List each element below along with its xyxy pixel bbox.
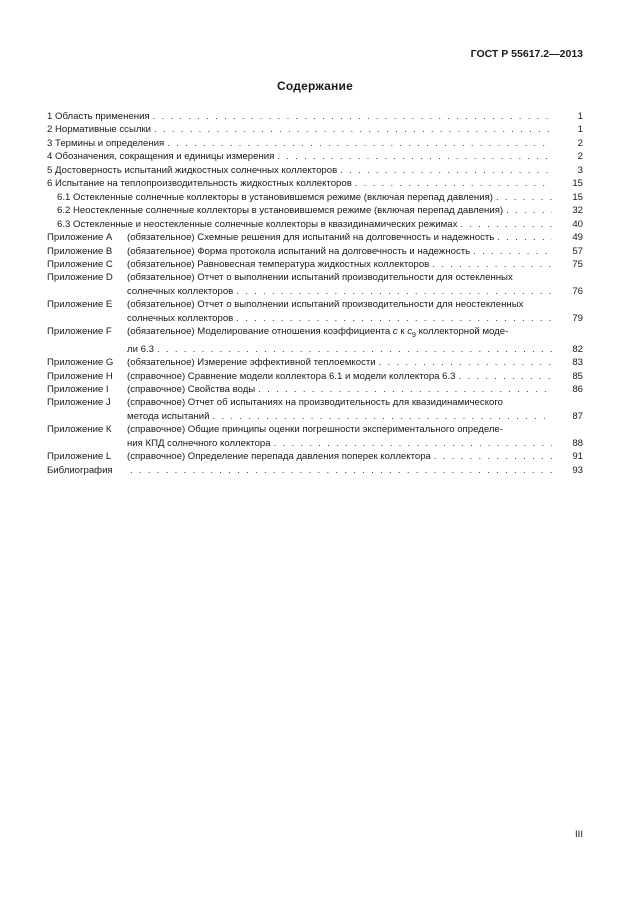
- appendix-title-cont: солнечных коллекторов: [127, 312, 234, 324]
- appendix-title: (справочное) Свойства воды: [127, 383, 256, 395]
- toc-entry-text: 6 Испытание на теплопроизводительность жидкостных коллекторов: [47, 178, 352, 190]
- toc-appendix-e[interactable]: [47, 298, 583, 325]
- toc-page-number: 1: [577, 124, 583, 136]
- toc-appendix-d[interactable]: [47, 271, 583, 298]
- toc-entry[interactable]: [47, 177, 583, 190]
- appendix-label: Приложение I: [47, 383, 109, 395]
- toc-page-number: 82: [572, 343, 583, 355]
- dot-leader: [497, 231, 552, 244]
- dot-leader: [434, 450, 552, 463]
- toc-entry[interactable]: [47, 123, 583, 136]
- dot-leader: [213, 410, 552, 423]
- appendix-title: (обязательное) Отчет о выполнении испытаний производительности для неостекленных: [127, 299, 524, 311]
- toc-appendix-f[interactable]: [47, 325, 583, 356]
- toc-entry-text: 3 Термины и определения: [47, 137, 165, 149]
- toc-page-number: 79: [572, 312, 583, 324]
- toc-appendix-i[interactable]: [47, 383, 583, 396]
- table-of-contents: [47, 110, 583, 477]
- toc-page-number: 57: [572, 245, 583, 257]
- appendix-title: (справочное) Общие принципы оценки погрешности экспериментального определе-: [127, 424, 503, 436]
- document-id: ГОСТ Р 55617.2—2013: [470, 48, 583, 60]
- toc-page-number: 3: [577, 164, 583, 176]
- dot-leader: [236, 312, 552, 325]
- toc-entry[interactable]: [47, 150, 583, 163]
- toc-page-number: 75: [572, 258, 583, 270]
- dot-leader: [432, 258, 552, 271]
- appendix-label: Приложение J: [47, 397, 111, 409]
- toc-entry-text: 2 Нормативные ссылки: [47, 124, 152, 136]
- toc-appendix-a[interactable]: [47, 231, 583, 244]
- toc-entry[interactable]: [47, 137, 583, 150]
- toc-appendix-j[interactable]: [47, 396, 583, 423]
- toc-entry[interactable]: [47, 110, 583, 123]
- toc-appendix-l[interactable]: [47, 450, 583, 463]
- dot-leader: [274, 437, 552, 450]
- toc-appendix-k[interactable]: [47, 423, 583, 450]
- toc-page-number: 40: [572, 218, 583, 230]
- page-number: III: [575, 829, 583, 840]
- toc-entry-text: 1 Область применения: [47, 111, 150, 122]
- appendix-label: Приложение С: [47, 258, 113, 270]
- toc-subentry[interactable]: [47, 191, 583, 204]
- toc-page-number: 83: [572, 357, 583, 369]
- appendix-title-cont: ния КПД солнечного коллектора: [127, 437, 271, 449]
- toc-page-number: 88: [572, 437, 583, 449]
- toc-page-number: 1: [577, 111, 583, 122]
- page-title: Содержание: [277, 79, 353, 93]
- dot-leader: [496, 191, 552, 204]
- appendix-label: Приложение D: [47, 272, 113, 284]
- appendix-title: (обязательное) Измерение эффективной теплоемкости: [127, 357, 376, 369]
- appendix-title: (обязательное) Форма протокола испытаний на долговечность и надежность: [127, 245, 471, 257]
- appendix-label: Приложение L: [47, 451, 112, 463]
- toc-entry-text: 6.2 Неостекленные солнечные коллекторы в установившемся режиме (включая перепад давления): [57, 205, 504, 217]
- appendix-title: (обязательное) Схемные решения для испытаний на долговечность и надежность: [127, 232, 495, 244]
- toc-subentry[interactable]: [47, 204, 583, 217]
- toc-appendix-g[interactable]: [47, 356, 583, 369]
- toc-entry-text: 6.3 Остекленные и неостекленные солнечные коллекторы в квазидинамических режимах: [57, 218, 458, 230]
- appendix-label: Приложение Н: [47, 370, 113, 382]
- appendix-title: (обязательное) Отчет о выполнении испытаний производительности для остекленных: [127, 272, 513, 284]
- toc-appendix-c[interactable]: [47, 258, 583, 271]
- appendix-label: Приложение В: [47, 245, 113, 257]
- toc-page-number: 87: [572, 410, 583, 422]
- dot-leader: [154, 123, 552, 136]
- toc-page-number: 93: [572, 464, 583, 476]
- appendix-label: Приложение Е: [47, 299, 113, 311]
- toc-page-number: 15: [572, 178, 583, 190]
- toc-entry[interactable]: [47, 164, 583, 177]
- dot-leader: [258, 383, 552, 396]
- appendix-title: (обязательное) Моделирование отношения коэффициента с к $с_9$ коллекторной моде-: [127, 326, 509, 340]
- dot-leader: [355, 177, 552, 190]
- dot-leader: [473, 245, 552, 258]
- toc-page-number: 2: [577, 151, 583, 163]
- toc-entry-text: 5 Достоверность испытаний жидкостных солнечных коллекторов: [47, 164, 338, 176]
- toc-page-number: 49: [572, 232, 583, 244]
- appendix-title: (справочное) Определение перепада давления поперек коллектора: [127, 451, 431, 463]
- dot-leader: [379, 356, 552, 369]
- dot-leader: [153, 110, 552, 123]
- dot-leader: [460, 218, 552, 231]
- toc-entry-text: 6.1 Остекленные солнечные коллекторы в установившемся режиме (включая перепад давления): [57, 191, 493, 203]
- toc-appendix-b[interactable]: [47, 245, 583, 258]
- dot-leader: [277, 150, 552, 163]
- toc-page-number: 76: [572, 285, 583, 297]
- appendix-title: (справочное) Отчет об испытаниях на производительность для квазидинамического: [127, 397, 503, 409]
- appendix-title: (обязательное) Равновесная температура жидкостных коллекторов: [127, 258, 430, 270]
- toc-page-number: 2: [577, 137, 583, 149]
- dot-leader: [236, 285, 552, 298]
- appendix-label: Приложение А: [47, 232, 113, 244]
- appendix-label: Приложение F: [47, 326, 112, 338]
- toc-page-number: 32: [572, 205, 583, 217]
- toc-bibliography[interactable]: [47, 464, 583, 477]
- dot-leader: [340, 164, 552, 177]
- toc-page-number: 15: [572, 191, 583, 203]
- dot-leader: [157, 343, 552, 356]
- bibliography-label: Библиография: [47, 464, 113, 476]
- appendix-label: Приложение К: [47, 424, 112, 436]
- toc-appendix-h[interactable]: [47, 370, 583, 383]
- appendix-title-cont: солнечных коллекторов: [127, 285, 234, 297]
- appendix-title: (справочное) Сравнение модели коллектора 6.1 и модели коллектора 6.3: [127, 370, 456, 382]
- appendix-label: Приложение G: [47, 357, 114, 369]
- appendix-title-cont: ли 6.3: [127, 343, 154, 355]
- dot-leader: [130, 464, 552, 477]
- toc-page-number: 85: [572, 370, 583, 382]
- dot-leader: [167, 137, 552, 150]
- toc-page-number: 86: [572, 383, 583, 395]
- appendix-title-cont: метода испытаний: [127, 410, 210, 422]
- dot-leader: [506, 204, 552, 217]
- dot-leader: [459, 370, 552, 383]
- toc-subentry[interactable]: [47, 218, 583, 231]
- toc-entry-text: 4 Обозначения, сокращения и единицы измерения: [47, 151, 275, 163]
- toc-page-number: 91: [572, 451, 583, 463]
